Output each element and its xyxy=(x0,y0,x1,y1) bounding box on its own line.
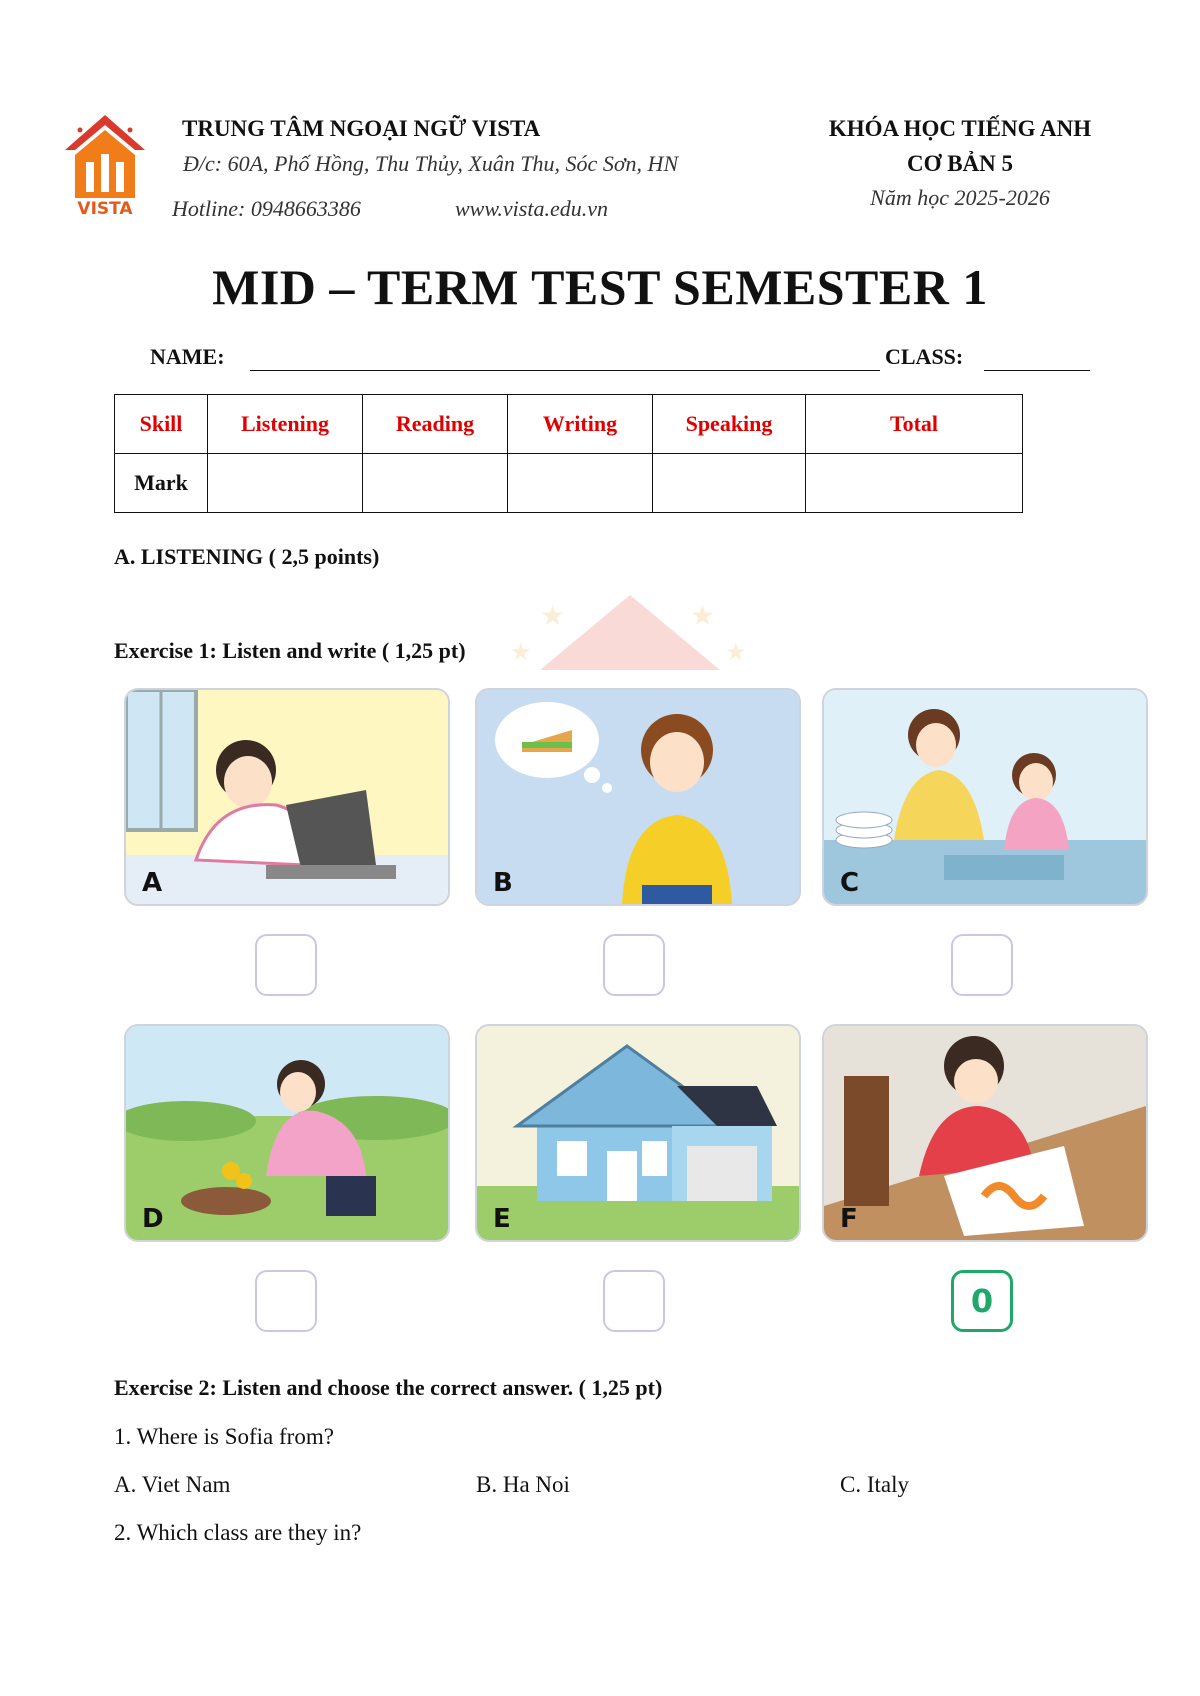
class-field[interactable] xyxy=(984,370,1090,371)
test-title: MID – TERM TEST SEMESTER 1 xyxy=(212,259,988,315)
header-skill: Skill xyxy=(115,395,208,454)
svg-text:VISTA: VISTA xyxy=(77,199,133,219)
picture-f xyxy=(822,1024,1148,1242)
answer-box-b[interactable] xyxy=(603,934,665,996)
question-1-option-b[interactable]: B. Ha Noi xyxy=(476,1472,570,1497)
answer-box-d[interactable] xyxy=(255,1270,317,1332)
vista-logo xyxy=(60,110,150,220)
svg-text:★: ★ xyxy=(510,640,532,666)
course-title: KHÓA HỌC TIẾNG ANH xyxy=(828,116,1092,141)
svg-text:★: ★ xyxy=(725,640,747,666)
header-writing: Writing xyxy=(508,395,653,454)
question-1-option-c[interactable]: C. Italy xyxy=(840,1472,909,1497)
picture-label: A xyxy=(142,868,163,898)
picture-e xyxy=(475,1024,801,1242)
header-reading: Reading xyxy=(363,395,508,454)
class-label: CLASS: xyxy=(885,344,964,369)
header-listening: Listening xyxy=(208,395,363,454)
logo-watermark xyxy=(480,590,780,690)
header-total: Total xyxy=(806,395,1023,454)
picture-c xyxy=(822,688,1148,906)
mark-reading-cell[interactable] xyxy=(363,454,508,513)
name-label: NAME: xyxy=(150,344,225,369)
center-name: TRUNG TÂM NGOẠI NGỮ VISTA xyxy=(182,116,541,141)
answer-box-e[interactable] xyxy=(603,1270,665,1332)
picture-label: C xyxy=(840,868,860,898)
exercise-1-heading: Exercise 1: Listen and write ( 1,25 pt) xyxy=(114,638,466,663)
mark-listening-cell[interactable] xyxy=(208,454,363,513)
picture-label: D xyxy=(142,1204,164,1234)
mark-speaking-cell[interactable] xyxy=(653,454,806,513)
girl-thinking-sandwich-illustration xyxy=(477,690,799,904)
question-2: 2. Which class are they in? xyxy=(114,1520,362,1545)
picture-label: B xyxy=(493,868,513,898)
picture-label: F xyxy=(840,1204,858,1234)
mark-total-cell[interactable] xyxy=(806,454,1023,513)
mark-table xyxy=(114,394,1023,513)
mark-table-header-row xyxy=(115,395,1023,454)
header-speaking: Speaking xyxy=(653,395,806,454)
exercise-2-heading: Exercise 2: Listen and choose the correct answer. ( 1,25 pt) xyxy=(114,1375,663,1400)
girl-at-laptop-illustration xyxy=(126,690,448,904)
question-1: 1. Where is Sofia from? xyxy=(114,1424,334,1449)
course-level: CƠ BẢN 5 xyxy=(906,151,1014,176)
section-a-heading: A. LISTENING ( 2,5 points) xyxy=(114,544,380,569)
picture-b xyxy=(475,688,801,906)
mark-writing-cell[interactable] xyxy=(508,454,653,513)
website: www.vista.edu.vn xyxy=(455,196,608,221)
mark-row-label: Mark xyxy=(115,454,208,513)
answer-box-a[interactable] xyxy=(255,934,317,996)
mark-table-row xyxy=(115,454,1023,513)
woman-gardening-illustration xyxy=(126,1026,448,1240)
center-address: Đ/c: 60A, Phố Hồng, Thu Thủy, Xuân Thu, Sóc Sơn, HN xyxy=(183,151,679,176)
picture-label: E xyxy=(493,1204,511,1234)
picture-d xyxy=(124,1024,450,1242)
answer-box-c[interactable] xyxy=(951,934,1013,996)
washing-dishes-illustration xyxy=(824,690,1146,904)
picture-a xyxy=(124,688,450,906)
answer-box-f-example: 0 xyxy=(951,1270,1013,1332)
question-1-option-a[interactable]: A. Viet Nam xyxy=(114,1472,231,1497)
house-illustration xyxy=(477,1026,799,1240)
hotline: Hotline: 0948663386 xyxy=(172,196,361,221)
name-field[interactable] xyxy=(250,370,880,371)
girl-drawing-illustration xyxy=(824,1026,1146,1240)
svg-text:★: ★ xyxy=(540,601,566,632)
school-year: Năm học 2025-2026 xyxy=(870,185,1050,210)
svg-text:★: ★ xyxy=(690,601,716,632)
